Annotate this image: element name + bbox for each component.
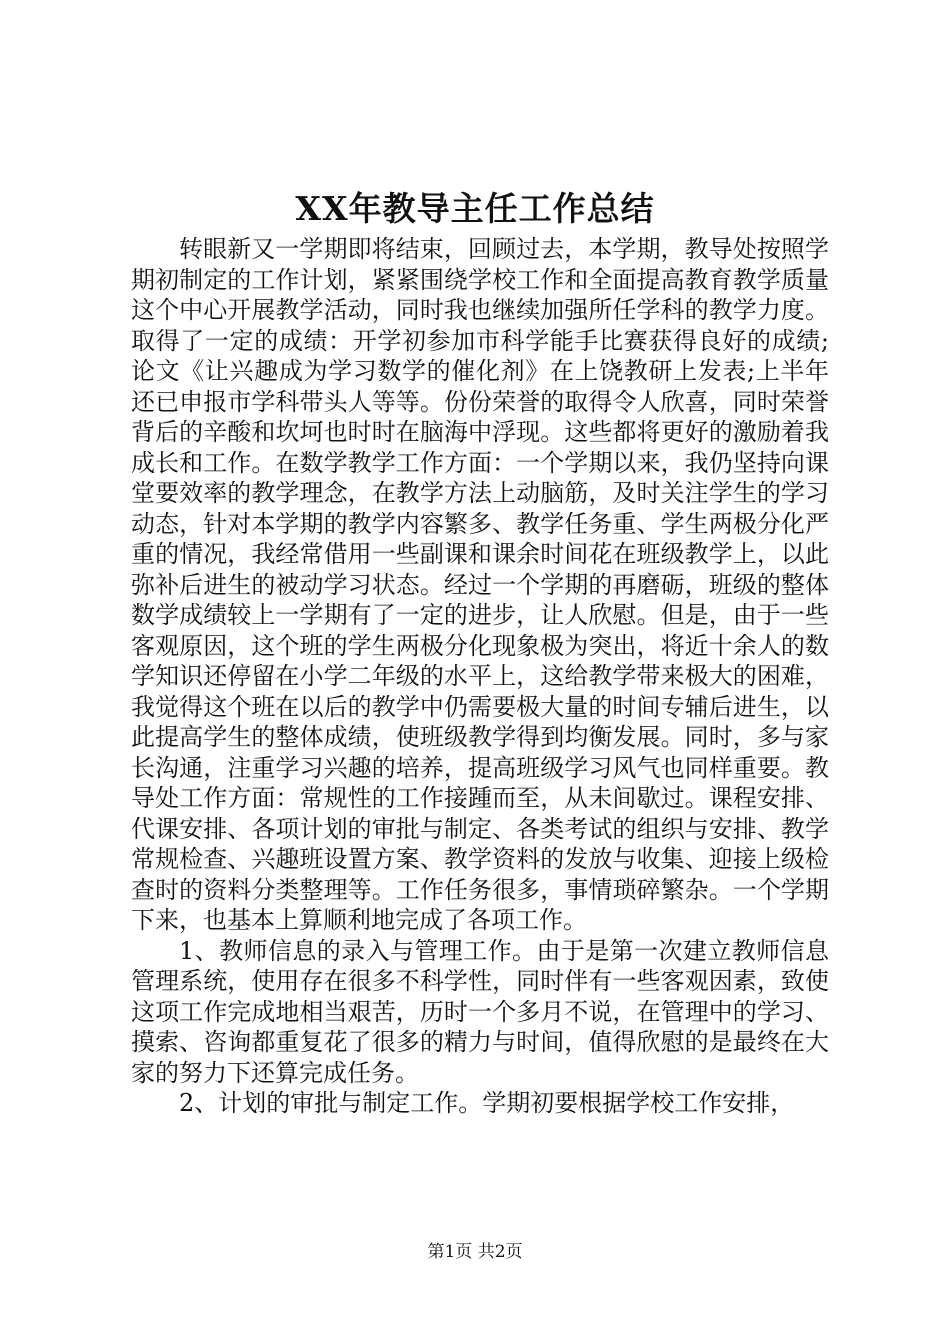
page-number-footer: 第1页 共2页 bbox=[427, 1242, 523, 1262]
paragraph-1: 转眼新又一学期即将结束，回顾过去，本学期，教导处按照学期初制定的工作计划，紧紧围绕学校工作和全面提高教育教学质量这个中心开展教学活动，同时我也继续加强所任学科的教学力度。取得了一定的成绩：开学初参加市科学能手比赛获得良好的成绩;论文《让兴趣成为学习数学的催化剂》在上饶教研上发表;上半年还已申报市学科带头人等等。份份荣誉的取得令人欣喜，同时荣誉背后的辛酸和坎坷也时时在脑海中浮现。这些都将更好的激励着我成长和工作。在数学教学工作方面：一个学期以来，我仍坚持向课堂要效率的教学理念，在教学方法上动脑筋，及时关注学生的学习动态，针对本学期的教学内容繁多、教学任务重、学生两极分化严重的情况，我经常借用一些副课和课余时间花在班级教学上，以此弥补后进生的被动学习状态。经过一个学期的再磨砺，班级的整体数学成绩较上一学期有了一定的进步，让人欣慰。但是，由于一些客观原因，这个班的学生两极分化现象极为突出，将近十余人的数学知识还停留在小学二年级的水平上，这给教学带来极大的困难，我觉得这个班在以后的教学中仍需要极大量的时间专辅后进生，以此提高学生的整体成绩，使班级教学得到均衡发展。同时，多与家长沟通，注重学习兴趣的培养，提高班级学习风气也同样重要。教导处工作方面：常规性的工作接踵而至，从未间歇过。课程安排、代课安排、各项计划的审批与制定、各类考试的组织与安排、教学常规检查、兴趣班设置方案、教学资料的发放与收集、迎接上级检查时的资料分类整理等。工作任务很多，事情琐碎繁杂。一个学期下来，也基本上算顺利地完成了各项工作。 bbox=[131, 235, 829, 934]
document-title: XX年教导主任工作总结 bbox=[295, 189, 655, 228]
paragraph-2: 1、教师信息的录入与管理工作。由于是第一次建立教师信息管理系统，使用存在很多不科学性，同时伴有一些客观因素，致使这项工作完成地相当艰苦，历时一个多月不说，在管理中的学习、摸索、咨询都重复花了很多的精力与时间，值得欣慰的是最终在大家的努力下还算完成任务。 bbox=[131, 936, 829, 1087]
paragraph-3: 2、计划的审批与制定工作。学期初要根据学校工作安排， bbox=[179, 1089, 795, 1117]
document-body bbox=[131, 234, 829, 1119]
